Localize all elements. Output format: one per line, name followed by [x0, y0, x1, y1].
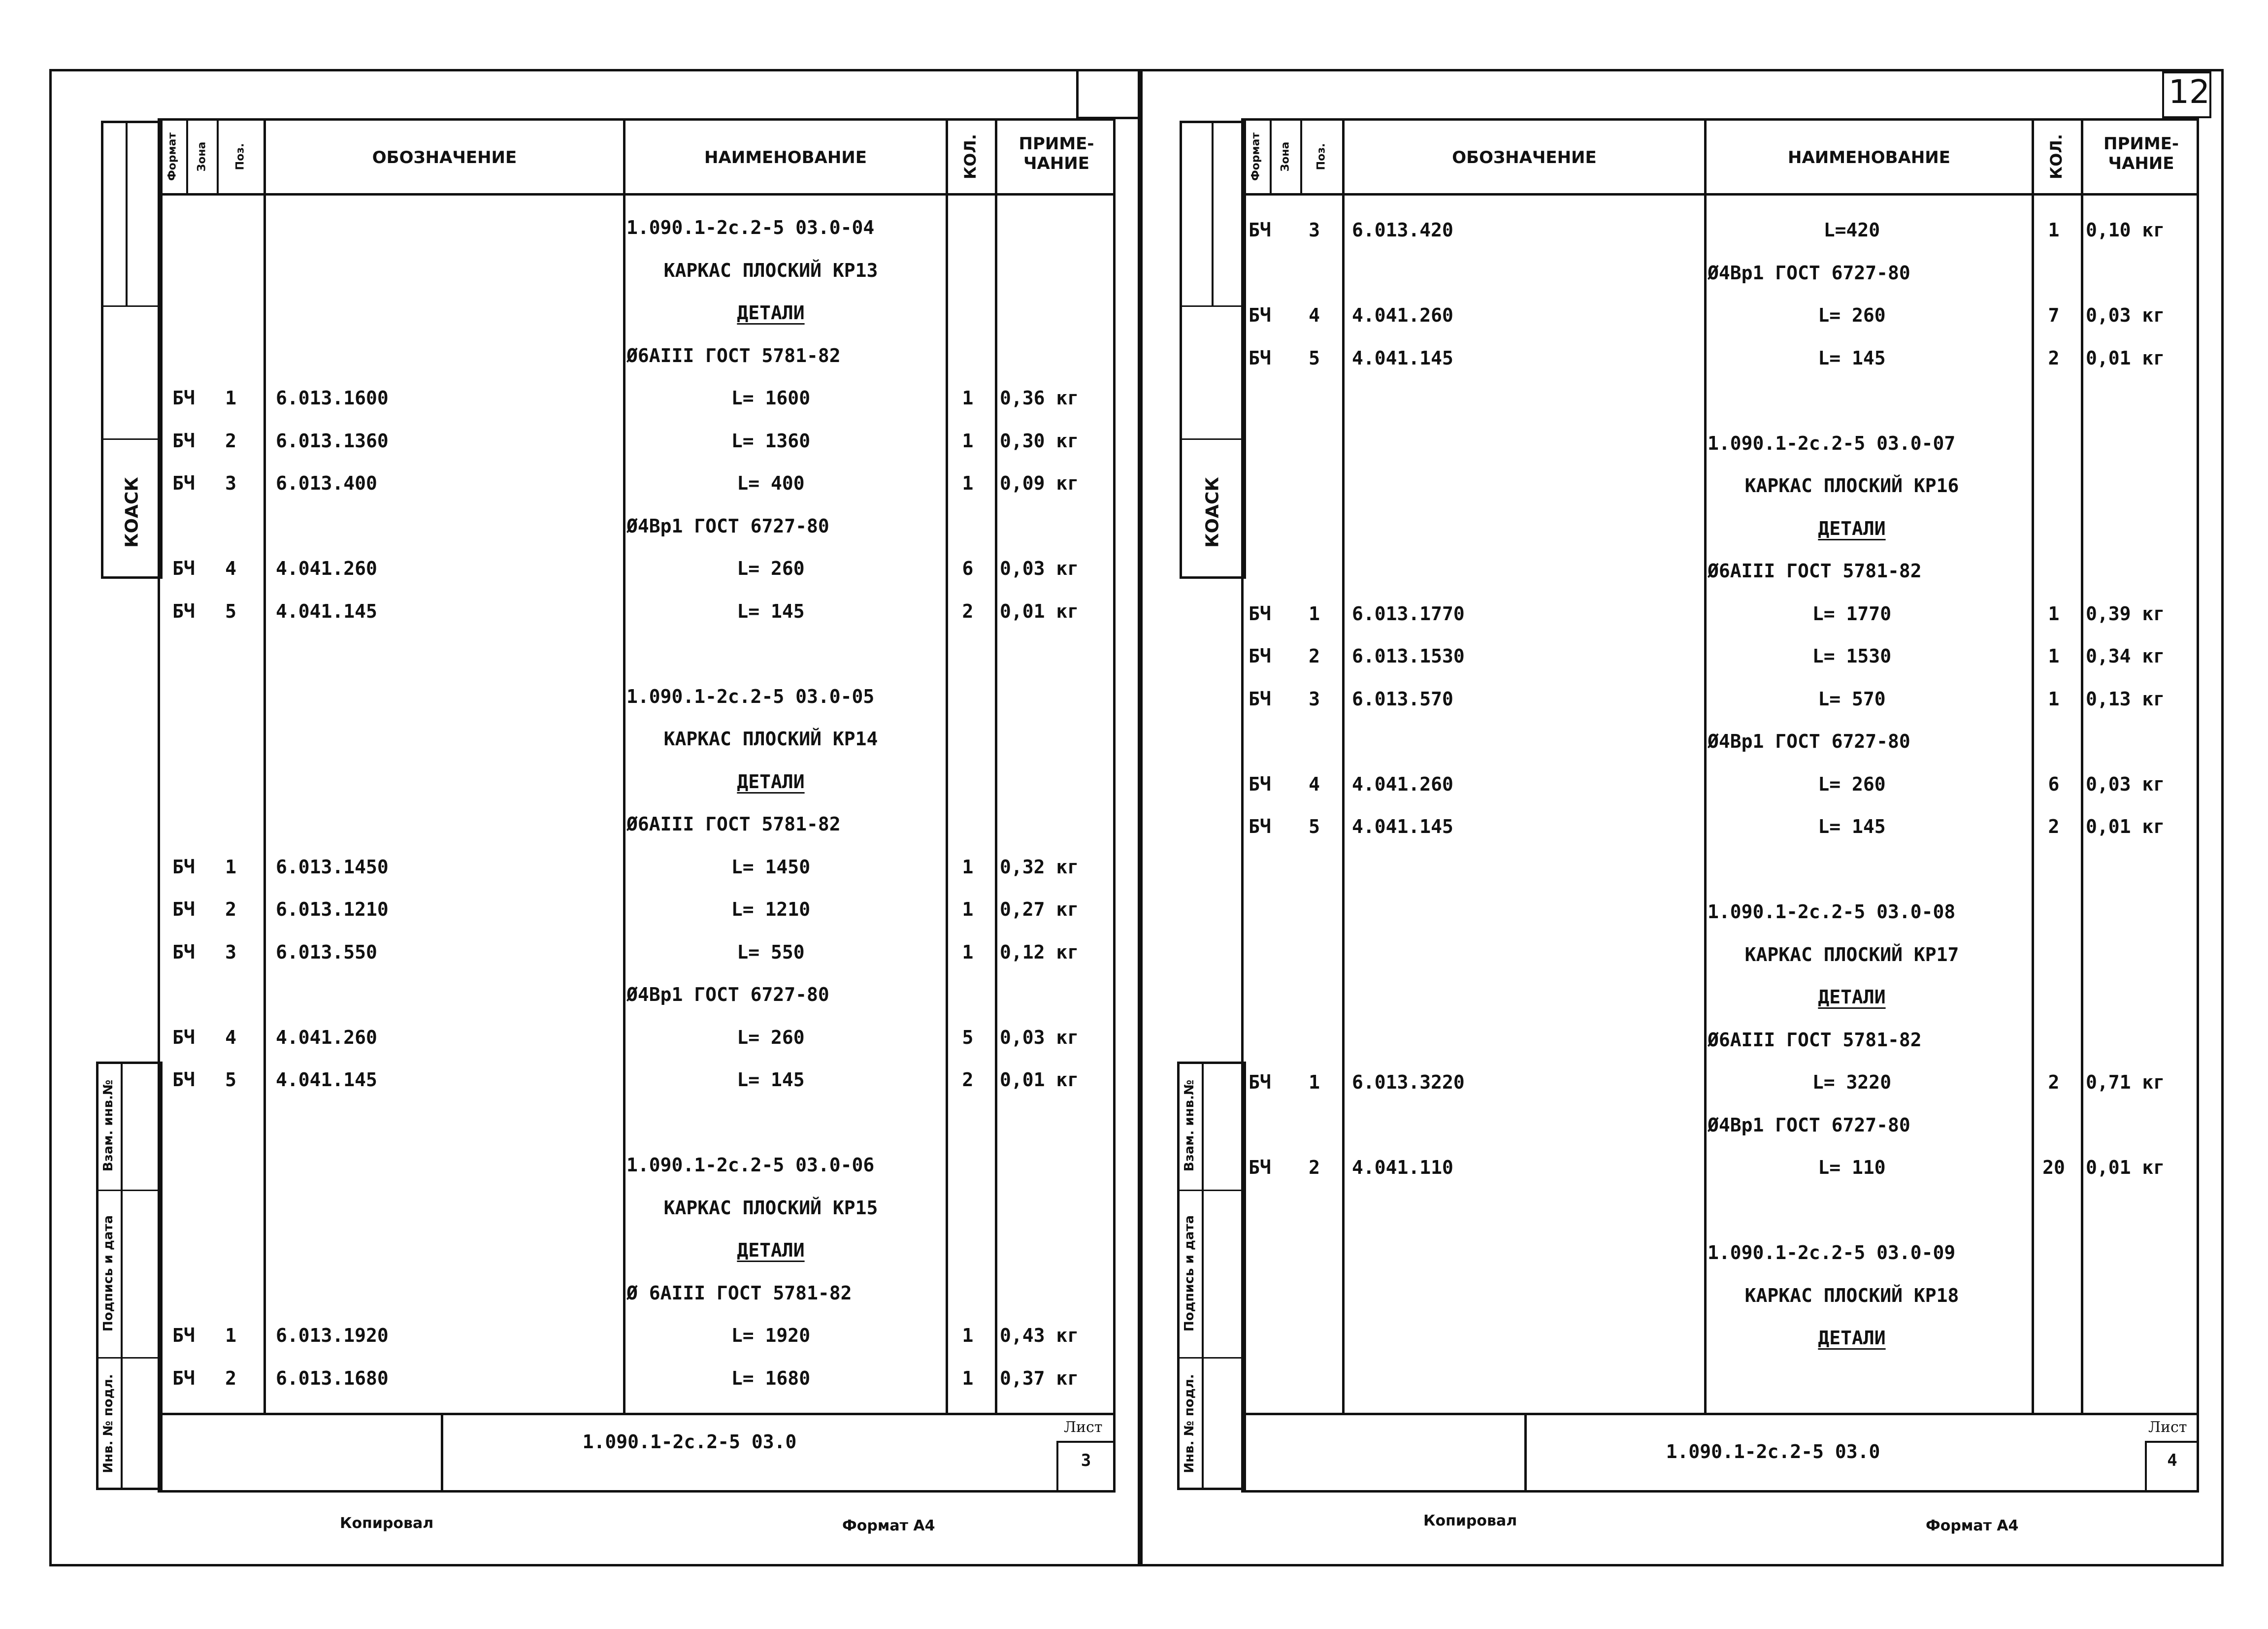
row-note: 0,37 кг	[1000, 1367, 1079, 1389]
left-format: Формат А4	[842, 1517, 935, 1534]
row-note: 0,27 кг	[1000, 898, 1079, 920]
row-fmt: БЧ	[172, 1325, 195, 1346]
row-name: L= 550	[737, 941, 805, 963]
row-note: 0,34 кг	[2086, 645, 2165, 667]
right-copied-by: Копировал	[1423, 1512, 1517, 1529]
row-des: 6.013.400	[276, 472, 377, 494]
row-name-underlined: ДЕТАЛИ	[737, 302, 805, 324]
row-qty: 2	[2048, 1071, 2060, 1093]
row-pos: 1	[1309, 1071, 1320, 1093]
row-qty: 1	[962, 898, 974, 920]
row-note: 0,01 кг	[1000, 600, 1079, 622]
row-pos: 5	[225, 600, 236, 622]
row-pos: 1	[225, 856, 236, 878]
row-name: КАРКАС ПЛОСКИЙ КР17	[1744, 943, 1959, 965]
row-pos: 2	[225, 430, 236, 452]
row-name: L= 260	[737, 1026, 805, 1048]
left-header-note-2: ЧАНИЕ	[1023, 154, 1089, 173]
row-qty: 20	[2042, 1157, 2065, 1178]
row-des: 4.041.260	[1352, 304, 1453, 326]
row-fmt: БЧ	[1249, 645, 1271, 667]
left-header-note-1: ПРИМЕ-	[1019, 134, 1094, 154]
row-des: 6.013.1530	[1352, 645, 1465, 667]
left-header-format: Формат	[166, 132, 179, 181]
row-note: 0,10 кг	[2086, 219, 2165, 241]
row-pos: 4	[1309, 773, 1320, 795]
row-pos: 1	[225, 387, 236, 409]
row-des: 6.013.1450	[276, 856, 389, 878]
row-note: 0,09 кг	[1000, 472, 1079, 494]
row-fmt: БЧ	[1249, 347, 1271, 369]
row-qty: 1	[962, 430, 974, 452]
row-name: Ø4Вр1 ГОСТ 6727-80	[626, 984, 829, 1005]
right-header-note-2: ЧАНИЕ	[2108, 154, 2174, 173]
row-note: 0,01 кг	[2086, 1157, 2165, 1178]
row-fmt: БЧ	[1249, 1157, 1271, 1178]
row-qty: 1	[962, 1325, 974, 1346]
row-note: 0,01 кг	[1000, 1069, 1079, 1091]
left-sign-date-label: Подпись и дата	[101, 1215, 116, 1332]
right-replace-inv-label: Взам. инв.№	[1182, 1079, 1197, 1172]
row-name-underlined: ДЕТАЛИ	[737, 1239, 805, 1261]
row-qty: 6	[962, 558, 974, 579]
row-qty: 1	[2048, 688, 2060, 710]
row-name: L= 1920	[731, 1325, 811, 1346]
row-pos: 2	[1309, 1157, 1320, 1178]
row-pos: 1	[225, 1325, 236, 1346]
row-name: Ø6АIII ГОСТ 5781-82	[1708, 560, 1922, 582]
row-name: L= 400	[737, 472, 805, 494]
right-header-format: Формат	[1249, 132, 1262, 181]
row-des: 4.041.260	[1352, 773, 1453, 795]
row-name: 1.090.1-2с.2-5 03.0-04	[626, 217, 875, 238]
left-header-qty: КОЛ.	[961, 133, 980, 180]
row-fmt: БЧ	[172, 430, 195, 452]
row-name: L= 3220	[1812, 1071, 1892, 1093]
row-pos: 5	[1309, 347, 1320, 369]
row-name	[591, 1239, 951, 1261]
right-header-zone: Зона	[1279, 141, 1292, 172]
row-qty: 1	[962, 856, 974, 878]
right-sign-date-label: Подпись и дата	[1182, 1215, 1197, 1332]
row-name: Ø6АIII ГОСТ 5781-82	[626, 813, 841, 835]
row-name: КАРКАС ПЛОСКИЙ КР14	[663, 728, 878, 750]
left-inv-orig-label: Инв. № подл.	[101, 1374, 116, 1473]
row-name-underlined: ДЕТАЛИ	[737, 770, 805, 793]
row-des: 6.013.1360	[276, 430, 389, 452]
row-qty: 5	[962, 1026, 974, 1048]
right-sheet-number: 4	[2167, 1451, 2177, 1470]
row-fmt: БЧ	[172, 1367, 195, 1389]
row-pos: 2	[1309, 645, 1320, 667]
row-fmt: БЧ	[172, 1069, 195, 1091]
row-qty: 1	[962, 472, 974, 494]
right-header-pos: Поз.	[1315, 143, 1328, 170]
row-pos: 1	[1309, 602, 1320, 625]
row-note: 0,03 кг	[2086, 304, 2165, 326]
row-name	[1672, 518, 2032, 539]
row-name-underlined: ДЕТАЛИ	[1818, 517, 1886, 539]
page-number: 12	[2169, 73, 2210, 111]
row-qty: 1	[2048, 219, 2060, 241]
right-header-name: НАИМЕНОВАНИЕ	[1787, 148, 1950, 167]
row-qty: 2	[2048, 816, 2060, 837]
row-fmt: БЧ	[172, 558, 195, 579]
row-des: 6.013.550	[276, 941, 377, 963]
row-note: 0,36 кг	[1000, 387, 1079, 409]
right-header-designation: ОБОЗНАЧЕНИЕ	[1452, 148, 1597, 167]
row-fmt: БЧ	[172, 387, 195, 409]
row-name: Ø4Вр1 ГОСТ 6727-80	[626, 515, 829, 537]
row-fmt: БЧ	[172, 941, 195, 963]
row-name: L= 1530	[1812, 645, 1892, 667]
row-pos: 2	[225, 898, 236, 920]
row-name: L= 145	[1818, 816, 1886, 837]
row-name: L= 260	[1818, 304, 1886, 326]
row-des: 4.041.110	[1352, 1157, 1453, 1178]
row-name: Ø6АIII ГОСТ 5781-82	[626, 344, 841, 366]
row-qty: 1	[2048, 602, 2060, 625]
row-note: 0,03 кг	[1000, 1026, 1079, 1048]
row-des: 4.041.145	[276, 600, 377, 622]
row-pos: 4	[225, 558, 236, 579]
row-note: 0,01 кг	[2086, 347, 2165, 369]
row-des: 6.013.1210	[276, 898, 389, 920]
row-fmt: БЧ	[172, 898, 195, 920]
row-note: 0,32 кг	[1000, 856, 1079, 878]
left-header-designation: ОБОЗНАЧЕНИЕ	[372, 148, 517, 167]
row-fmt: БЧ	[1249, 219, 1271, 241]
row-note: 0,01 кг	[2086, 816, 2165, 837]
row-qty: 2	[962, 1069, 974, 1091]
row-pos: 2	[225, 1367, 236, 1389]
row-name: L= 145	[1818, 347, 1886, 369]
row-pos: 4	[1309, 304, 1320, 326]
left-replace-inv-label: Взам. инв.№	[101, 1079, 116, 1172]
row-note: 0,71 кг	[2086, 1071, 2165, 1093]
row-name: L= 260	[1818, 773, 1886, 795]
row-des: 4.041.260	[276, 558, 377, 579]
row-des: 6.013.1920	[276, 1325, 389, 1346]
row-pos: 5	[225, 1069, 236, 1091]
row-name: КАРКАС ПЛОСКИЙ КР13	[663, 259, 878, 281]
row-note: 0,12 кг	[1000, 941, 1079, 963]
row-pos: 5	[1309, 816, 1320, 837]
row-name: 1.090.1-2с.2-5 03.0-08	[1708, 901, 1956, 923]
row-note: 0,03 кг	[1000, 558, 1079, 579]
row-name: L= 145	[737, 600, 805, 622]
row-name-underlined: ДЕТАЛИ	[1818, 1327, 1886, 1349]
left-stamp-label: КОАСК	[122, 477, 142, 548]
row-name: 1.090.1-2с.2-5 03.0-05	[626, 685, 875, 707]
row-name	[591, 771, 951, 793]
row-name: Ø4Вр1 ГОСТ 6727-80	[1708, 1114, 1910, 1136]
row-name: 1.090.1-2с.2-5 03.0-07	[1708, 432, 1956, 454]
row-fmt: БЧ	[1249, 816, 1271, 837]
left-sheet-number: 3	[1081, 1451, 1091, 1470]
row-note: 0,39 кг	[2086, 602, 2165, 625]
row-name: Ø4Вр1 ГОСТ 6727-80	[1708, 262, 1910, 284]
row-name	[1672, 1327, 2032, 1349]
left-header-zone: Зона	[196, 141, 208, 172]
row-qty: 7	[2048, 304, 2060, 326]
row-name: КАРКАС ПЛОСКИЙ КР18	[1744, 1284, 1959, 1306]
row-name: КАРКАС ПЛОСКИЙ КР16	[1744, 475, 1959, 497]
row-qty: 2	[2048, 347, 2060, 369]
row-qty: 1	[962, 387, 974, 409]
row-note: 0,43 кг	[1000, 1325, 1079, 1346]
row-name: L= 1360	[731, 430, 811, 452]
row-fmt: БЧ	[1249, 602, 1271, 625]
row-name: КАРКАС ПЛОСКИЙ КР15	[663, 1197, 878, 1219]
row-name: 1.090.1-2с.2-5 03.0-06	[626, 1154, 875, 1176]
left-sheet-label: Лист	[1064, 1419, 1103, 1436]
left-header-pos: Поз.	[234, 143, 247, 170]
row-name: Ø4Вр1 ГОСТ 6727-80	[1708, 731, 1910, 752]
right-header-note-1: ПРИМЕ-	[2104, 134, 2179, 154]
row-des: 4.041.145	[276, 1069, 377, 1091]
row-qty: 2	[962, 600, 974, 622]
row-pos: 3	[1309, 219, 1320, 241]
row-name: Ø 6АIII ГОСТ 5781-82	[626, 1282, 852, 1304]
right-doc-code: 1.090.1-2с.2-5 03.0	[1666, 1441, 1880, 1463]
row-des: 4.041.260	[276, 1026, 377, 1048]
right-inv-orig-label: Инв. № подл.	[1182, 1374, 1197, 1473]
row-qty: 1	[962, 941, 974, 963]
row-des: 4.041.145	[1352, 816, 1453, 837]
row-name	[1672, 986, 2032, 1008]
row-name: Ø6АIII ГОСТ 5781-82	[1708, 1029, 1922, 1051]
row-name: L= 1680	[731, 1367, 811, 1389]
row-name: L= 1770	[1812, 602, 1892, 625]
row-name	[591, 302, 951, 324]
row-name: L= 570	[1818, 688, 1886, 710]
row-qty: 1	[962, 1367, 974, 1389]
row-qty: 6	[2048, 773, 2060, 795]
right-header-qty: КОЛ.	[2047, 133, 2066, 180]
right-sheet-label: Лист	[2148, 1419, 2187, 1436]
row-note: 0,03 кг	[2086, 773, 2165, 795]
row-des: 6.013.570	[1352, 688, 1453, 710]
row-pos: 3	[225, 941, 236, 963]
row-des: 6.013.3220	[1352, 1071, 1465, 1093]
row-name: L=420	[1823, 219, 1880, 241]
row-name: L= 1600	[731, 387, 811, 409]
row-des: 4.041.145	[1352, 347, 1453, 369]
right-stamp-label: КОАСК	[1202, 477, 1223, 548]
row-fmt: БЧ	[1249, 304, 1271, 326]
row-name: L= 1450	[731, 856, 811, 878]
left-copied-by: Копировал	[340, 1515, 434, 1532]
row-fmt: БЧ	[172, 600, 195, 622]
row-name: L= 1210	[731, 898, 811, 920]
row-des: 6.013.1680	[276, 1367, 389, 1389]
row-pos: 3	[1309, 688, 1320, 710]
left-doc-code: 1.090.1-2с.2-5 03.0	[582, 1431, 797, 1453]
row-name: L= 145	[737, 1069, 805, 1091]
row-fmt: БЧ	[1249, 773, 1271, 795]
row-note: 0,13 кг	[2086, 688, 2165, 710]
row-name: L= 260	[737, 558, 805, 579]
row-note: 0,30 кг	[1000, 430, 1079, 452]
row-pos: 4	[225, 1026, 236, 1048]
row-des: 6.013.420	[1352, 219, 1453, 241]
right-format: Формат А4	[1926, 1517, 2019, 1534]
row-name: L= 110	[1818, 1157, 1886, 1178]
row-name: 1.090.1-2с.2-5 03.0-09	[1708, 1242, 1956, 1263]
row-fmt: БЧ	[172, 856, 195, 878]
row-des: 6.013.1770	[1352, 602, 1465, 625]
row-pos: 3	[225, 472, 236, 494]
row-qty: 1	[2048, 645, 2060, 667]
row-fmt: БЧ	[172, 1026, 195, 1048]
row-des: 6.013.1600	[276, 387, 389, 409]
left-header-name: НАИМЕНОВАНИЕ	[704, 148, 867, 167]
row-fmt: БЧ	[1249, 688, 1271, 710]
row-fmt: БЧ	[172, 472, 195, 494]
row-name-underlined: ДЕТАЛИ	[1818, 986, 1886, 1008]
row-fmt: БЧ	[1249, 1071, 1271, 1093]
